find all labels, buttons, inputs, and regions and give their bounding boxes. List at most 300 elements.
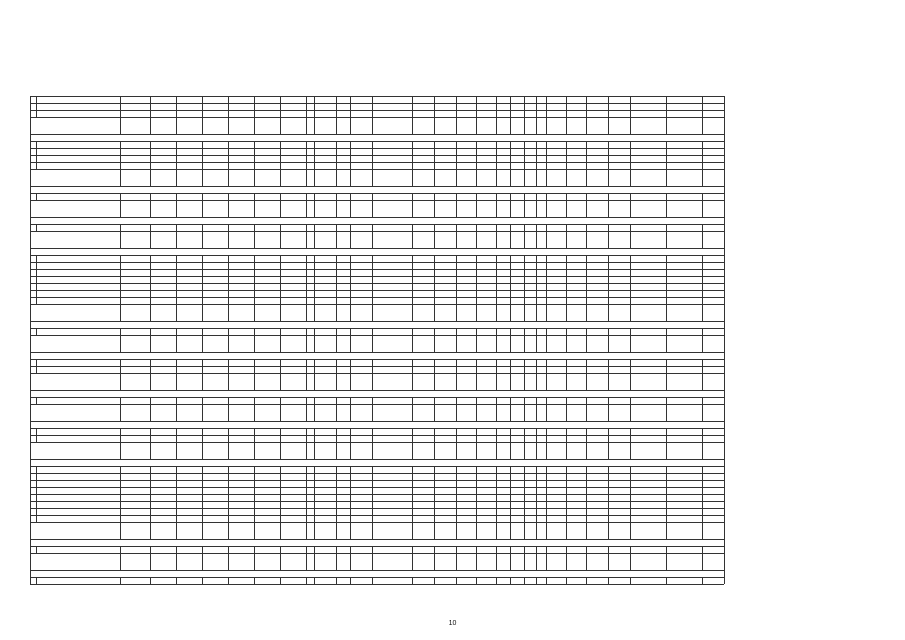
grid-line <box>476 231 477 248</box>
grid-line <box>608 480 609 487</box>
grid-line <box>228 255 229 262</box>
grid-line <box>608 435 609 442</box>
subtotal-cell <box>151 232 175 248</box>
grid-line <box>702 169 703 186</box>
grid-line <box>666 366 667 373</box>
grid-line <box>496 480 497 487</box>
grid-line <box>254 224 255 231</box>
grid-line <box>510 328 511 335</box>
grid-line <box>372 473 373 480</box>
subtotal-cell <box>587 374 607 390</box>
grid-line <box>36 269 37 276</box>
grid-line <box>202 508 203 515</box>
grid-line <box>202 553 203 570</box>
grid-line <box>702 553 703 570</box>
grid-line <box>372 404 373 421</box>
grid-line <box>372 373 373 390</box>
grid-line <box>536 117 537 134</box>
grid-line <box>314 487 315 494</box>
grid-line <box>496 473 497 480</box>
subtotal-cell <box>229 118 253 134</box>
subtotal-cell <box>177 554 201 570</box>
subtotal-cell <box>177 305 201 321</box>
grid-line <box>536 269 537 276</box>
grid-line <box>724 155 725 162</box>
grid-line <box>228 494 229 501</box>
grid-line <box>176 269 177 276</box>
grid-line <box>350 169 351 186</box>
grid-line <box>280 466 281 473</box>
grid-line <box>666 435 667 442</box>
subtotal-cell <box>307 374 313 390</box>
grid-line <box>434 494 435 501</box>
grid-line <box>566 328 567 335</box>
grid-line <box>456 262 457 269</box>
subtotal-cell <box>337 305 349 321</box>
subtotal-cell <box>537 336 545 352</box>
grid-line <box>336 480 337 487</box>
grid-line <box>536 148 537 155</box>
grid-line <box>510 269 511 276</box>
grid-line <box>702 359 703 366</box>
grid-line <box>120 269 121 276</box>
grid-line <box>546 553 547 570</box>
grid-line <box>724 255 725 262</box>
subtotal-label <box>31 170 119 186</box>
subtotal-cell <box>351 118 371 134</box>
grid-line <box>280 501 281 508</box>
grid-line <box>586 255 587 262</box>
grid-line <box>630 148 631 155</box>
grid-line <box>30 283 31 290</box>
subtotal-cell <box>151 405 175 421</box>
grid-line <box>476 442 477 459</box>
grid-line <box>524 297 525 304</box>
subtotal-cell <box>525 336 535 352</box>
grid-line <box>228 269 229 276</box>
subtotal-cell <box>177 336 201 352</box>
grid-line <box>496 290 497 297</box>
grid-line <box>546 262 547 269</box>
grid-line <box>280 359 281 366</box>
grid-line <box>30 200 31 217</box>
grid-line <box>702 110 703 117</box>
grid-line <box>336 231 337 248</box>
subtotal-cell <box>121 554 149 570</box>
grid-line <box>724 515 725 522</box>
subtotal-cell <box>537 305 545 321</box>
grid-line <box>608 290 609 297</box>
grid-line <box>228 442 229 459</box>
grid-line <box>412 404 413 421</box>
grid-line <box>280 577 281 584</box>
grid-line <box>306 466 307 473</box>
grid-line <box>176 494 177 501</box>
grid-line <box>350 262 351 269</box>
subtotal-cell <box>457 523 475 539</box>
grid-line <box>412 297 413 304</box>
grid-line <box>566 577 567 584</box>
subtotal-cell <box>203 405 227 421</box>
grid-line <box>536 276 537 283</box>
grid-line <box>666 553 667 570</box>
grid-line <box>202 487 203 494</box>
grid-line <box>630 515 631 522</box>
grid-line <box>306 480 307 487</box>
grid-line <box>496 110 497 117</box>
grid-line <box>434 546 435 553</box>
grid-line <box>630 110 631 117</box>
grid-line <box>566 397 567 404</box>
grid-line <box>608 373 609 390</box>
grid-line <box>546 487 547 494</box>
grid-line <box>546 103 547 110</box>
subtotal-cell <box>537 374 545 390</box>
grid-line <box>630 435 631 442</box>
grid-line <box>702 155 703 162</box>
grid-line <box>36 155 37 162</box>
grid-line <box>724 304 725 321</box>
subtotal-cell <box>525 170 535 186</box>
grid-line <box>608 442 609 459</box>
grid-line <box>608 466 609 473</box>
grid-line <box>36 96 37 103</box>
grid-line <box>412 193 413 200</box>
grid-line <box>524 501 525 508</box>
grid-line <box>666 466 667 473</box>
grid-line <box>336 522 337 539</box>
grid-line <box>586 304 587 321</box>
grid-line <box>536 428 537 435</box>
grid-line <box>150 522 151 539</box>
grid-line <box>510 373 511 390</box>
grid-line <box>280 162 281 169</box>
grid-line <box>630 96 631 103</box>
grid-line <box>666 522 667 539</box>
grid-line <box>350 522 351 539</box>
grid-line <box>566 501 567 508</box>
grid-line <box>536 553 537 570</box>
grid-line <box>372 290 373 297</box>
grid-line <box>566 96 567 103</box>
grid-line <box>176 155 177 162</box>
grid-line <box>546 577 547 584</box>
grid-line <box>202 335 203 352</box>
grid-line <box>496 373 497 390</box>
subtotal-cell <box>413 232 433 248</box>
grid-line <box>314 442 315 459</box>
grid-line <box>336 141 337 148</box>
grid-line <box>666 335 667 352</box>
subtotal-cell <box>587 118 607 134</box>
grid-line <box>630 335 631 352</box>
grid-line <box>536 366 537 373</box>
subtotal-cell <box>255 374 279 390</box>
subtotal-cell <box>177 232 201 248</box>
grid-line <box>630 224 631 231</box>
grid-line <box>546 397 547 404</box>
grid-line <box>280 231 281 248</box>
subtotal-cell <box>511 232 523 248</box>
grid-line <box>434 397 435 404</box>
grid-line <box>336 276 337 283</box>
subtotal-cell <box>587 523 607 539</box>
subtotal-cell <box>477 336 495 352</box>
grid-line <box>254 162 255 169</box>
grid-line <box>586 103 587 110</box>
grid-line <box>608 255 609 262</box>
subtotal-cell <box>177 118 201 134</box>
grid-line <box>202 501 203 508</box>
grid-line <box>150 148 151 155</box>
grid-line <box>476 480 477 487</box>
grid-line <box>476 553 477 570</box>
grid-line <box>566 155 567 162</box>
grid-line <box>336 110 337 117</box>
grid-line <box>306 231 307 248</box>
grid-line <box>30 262 31 269</box>
subtotal-cell <box>567 443 585 459</box>
grid-line <box>476 283 477 290</box>
grid-line <box>120 435 121 442</box>
grid-line <box>350 283 351 290</box>
grid-line <box>586 117 587 134</box>
grid-line <box>476 494 477 501</box>
grid-line <box>608 200 609 217</box>
grid-line <box>254 269 255 276</box>
grid-line <box>524 546 525 553</box>
grid-line <box>546 480 547 487</box>
grid-line <box>30 193 31 200</box>
subtotal-cell <box>413 201 433 217</box>
grid-line <box>524 553 525 570</box>
grid-line <box>350 297 351 304</box>
subtotal-cell <box>587 554 607 570</box>
grid-line <box>536 397 537 404</box>
subtotal-cell <box>373 336 411 352</box>
grid-line <box>630 553 631 570</box>
grid-line <box>536 193 537 200</box>
grid-line <box>306 515 307 522</box>
grid-line <box>372 501 373 508</box>
grid-line <box>456 397 457 404</box>
grid-line <box>36 103 37 110</box>
grid-line <box>566 373 567 390</box>
grid-line <box>608 283 609 290</box>
grid-line <box>630 522 631 539</box>
grid-line <box>630 466 631 473</box>
grid-line <box>150 373 151 390</box>
grid-line <box>524 442 525 459</box>
grid-line <box>120 397 121 404</box>
grid-line <box>120 328 121 335</box>
grid-line <box>280 435 281 442</box>
grid-line <box>372 169 373 186</box>
grid-line <box>566 335 567 352</box>
subtotal-cell <box>177 523 201 539</box>
grid-line <box>496 304 497 321</box>
subtotal-cell <box>281 336 305 352</box>
grid-line <box>456 148 457 155</box>
grid-line <box>524 169 525 186</box>
grid-line <box>524 466 525 473</box>
subtotal-cell <box>631 374 665 390</box>
subtotal-cell <box>229 523 253 539</box>
grid-line <box>536 577 537 584</box>
grid-line <box>566 494 567 501</box>
grid-line <box>546 473 547 480</box>
grid-line <box>566 269 567 276</box>
grid-line <box>666 494 667 501</box>
grid-line <box>280 473 281 480</box>
grid-line <box>566 200 567 217</box>
grid-line <box>150 269 151 276</box>
subtotal-cell <box>151 201 175 217</box>
grid-line <box>546 515 547 522</box>
grid-line <box>314 335 315 352</box>
subtotal-cell <box>497 118 509 134</box>
grid-line <box>434 487 435 494</box>
grid-line <box>150 304 151 321</box>
subtotal-cell <box>477 554 495 570</box>
grid-line <box>150 169 151 186</box>
grid-line <box>630 546 631 553</box>
grid-line <box>36 276 37 283</box>
grid-line <box>280 522 281 539</box>
grid-line <box>434 110 435 117</box>
subtotal-cell <box>307 336 313 352</box>
subtotal-cell <box>497 523 509 539</box>
grid-line <box>176 335 177 352</box>
grid-line <box>30 255 31 262</box>
grid-line <box>702 473 703 480</box>
grid-line <box>336 283 337 290</box>
grid-line <box>434 224 435 231</box>
grid-line <box>336 515 337 522</box>
grid-line <box>434 193 435 200</box>
grid-line <box>586 269 587 276</box>
grid-line <box>254 428 255 435</box>
grid-line <box>476 487 477 494</box>
grid-line <box>280 110 281 117</box>
subtotal-cell <box>547 443 565 459</box>
grid-line <box>724 117 725 134</box>
grid-line <box>350 148 351 155</box>
subtotal-cell <box>567 336 585 352</box>
grid-line <box>476 515 477 522</box>
grid-line <box>412 200 413 217</box>
grid-line <box>30 141 31 148</box>
grid-line <box>666 304 667 321</box>
grid-line <box>254 373 255 390</box>
grid-line <box>608 577 609 584</box>
grid-line <box>524 155 525 162</box>
grid-line <box>546 522 547 539</box>
subtotal-cell <box>667 201 701 217</box>
grid-line <box>228 473 229 480</box>
grid-line <box>666 262 667 269</box>
grid-line <box>434 359 435 366</box>
grid-line <box>586 231 587 248</box>
grid-line <box>412 231 413 248</box>
grid-line <box>566 141 567 148</box>
grid-line <box>510 96 511 103</box>
grid-line <box>30 421 31 428</box>
grid-line <box>30 359 31 366</box>
subtotal-cell <box>373 443 411 459</box>
grid-line <box>306 487 307 494</box>
grid-line <box>372 155 373 162</box>
grid-line <box>456 96 457 103</box>
subtotal-cell <box>587 232 607 248</box>
subtotal-cell <box>609 232 629 248</box>
grid-line <box>566 283 567 290</box>
subtotal-cell <box>511 170 523 186</box>
subtotal-cell <box>435 118 455 134</box>
grid-line <box>336 224 337 231</box>
grid-line <box>254 553 255 570</box>
grid-line <box>666 255 667 262</box>
grid-line <box>202 435 203 442</box>
grid-line <box>566 162 567 169</box>
grid-line <box>412 508 413 515</box>
subtotal-cell <box>631 232 665 248</box>
grid-line <box>546 404 547 421</box>
grid-line <box>524 473 525 480</box>
subtotal-cell <box>203 336 227 352</box>
grid-line <box>30 501 31 508</box>
grid-line <box>702 162 703 169</box>
grid-line <box>608 522 609 539</box>
grid-line <box>150 480 151 487</box>
grid-line <box>496 117 497 134</box>
subtotal-cell <box>435 523 455 539</box>
subtotal-cell <box>151 443 175 459</box>
subtotal-cell <box>609 374 629 390</box>
grid-line <box>176 487 177 494</box>
subtotal-cell <box>255 232 279 248</box>
subtotal-cell <box>547 170 565 186</box>
grid-line <box>608 304 609 321</box>
grid-line <box>254 435 255 442</box>
grid-line <box>36 487 37 494</box>
grid-line <box>496 522 497 539</box>
subtotal-cell <box>525 232 535 248</box>
grid-line <box>36 397 37 404</box>
grid-line <box>306 96 307 103</box>
grid-line <box>372 515 373 522</box>
subtotal-cell <box>631 443 665 459</box>
grid-line <box>176 224 177 231</box>
subtotal-cell <box>457 201 475 217</box>
subtotal-cell <box>547 118 565 134</box>
grid-line <box>630 169 631 186</box>
grid-line <box>476 276 477 283</box>
subtotal-cell <box>337 118 349 134</box>
subtotal-label <box>31 405 119 421</box>
grid-line <box>524 231 525 248</box>
grid-line <box>350 546 351 553</box>
subtotal-cell <box>229 201 253 217</box>
grid-line <box>476 193 477 200</box>
grid-line <box>306 373 307 390</box>
subtotal-cell <box>203 118 227 134</box>
grid-line <box>314 283 315 290</box>
grid-line <box>496 162 497 169</box>
grid-line <box>724 404 725 421</box>
subtotal-cell <box>497 336 509 352</box>
grid-line <box>434 276 435 283</box>
